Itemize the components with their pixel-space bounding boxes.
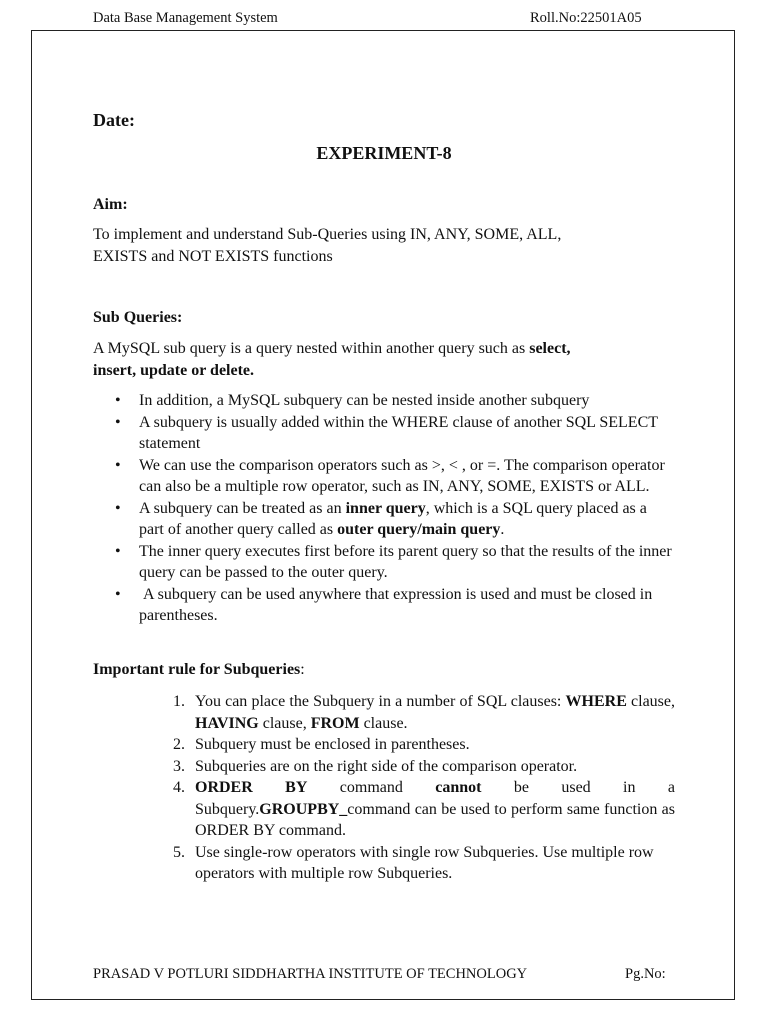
header-roll-number: Roll.No:22501A05 [530,10,642,26]
rule-item: 1. You can place the Subquery in a number of SQL clauses: WHERE clause, HAVING clause, FROM clause. [173,693,676,732]
bullet-dot-icon: • [115,456,121,474]
rules-numbered-list [173,691,675,885]
bullet-dot-icon: • [115,585,121,603]
experiment-title: EXPERIMENT-8 [316,143,452,163]
rules-heading: Important rule for Subqueries: [93,661,305,678]
rule-item: 5. Use single-row operators with single row Subqueries. Use multiple row operators with multiple row Subqueries. [173,843,654,882]
footer-institute-name: PRASAD V POTLURI SIDDHARTHA INSTITUTE OF TECHNOLOGY [93,966,528,982]
bullet-item: • A subquery can be used anywhere that expression is used and must be closed in parentheses. [115,585,657,624]
subqueries-intro [93,338,675,381]
bullet-item: • We can use the comparison operators such as >, < , or =. The comparison operator can also be a multiple row operator, such as IN, ANY, SOME, EXISTS or ALL. [115,456,665,495]
aim-line-2: EXISTS and NOT EXISTS functions [93,247,333,265]
rule-item: 3. Subqueries are on the right side of the comparison operator. [173,757,578,775]
bullet-item: • A subquery is usually added within the WHERE clause of another SQL SELECT statement [115,413,658,452]
intro-bold-ops: insert, update or delete. [93,361,255,379]
intro-text: A MySQL sub query is a query nested within another query such as [93,340,530,357]
subquery-bullet-list [93,390,675,627]
bullet-item: • A subquery can be treated as an inner query, which is a SQL query placed as a part of another query called as outer query/main query. [115,499,647,538]
bullet-dot-icon: • [115,392,121,409]
rule-item: 2. Subquery must be enclosed in parentheses. [173,736,470,753]
date-label: Date: [93,110,135,130]
subqueries-heading: Sub Queries: [93,309,183,326]
aim-line-1: To implement and understand Sub-Queries using IN, ANY, SOME, ALL, [93,226,562,243]
bullet-item: • In addition, a MySQL subquery can be nested inside another subquery [93,390,675,412]
header-course-title: Data Base Management System [93,10,278,26]
rule-item: 4. ORDER BY command cannot be used in a Subquery.GROUPBY_command can be used to perform same function as ORDER BY command. [173,779,675,839]
aim-text [93,224,675,267]
bullet-dot-icon: • [115,542,121,560]
bullet-dot-icon: • [115,499,121,517]
aim-heading: Aim: [93,196,128,213]
intro-bold-select: select, [529,340,571,357]
bullet-item: • The inner query executes first before its parent query so that the results of the inner query can be passed to the outer query. [115,542,672,581]
footer-page-number: Pg.No: [625,966,666,982]
bullet-dot-icon: • [115,413,121,431]
